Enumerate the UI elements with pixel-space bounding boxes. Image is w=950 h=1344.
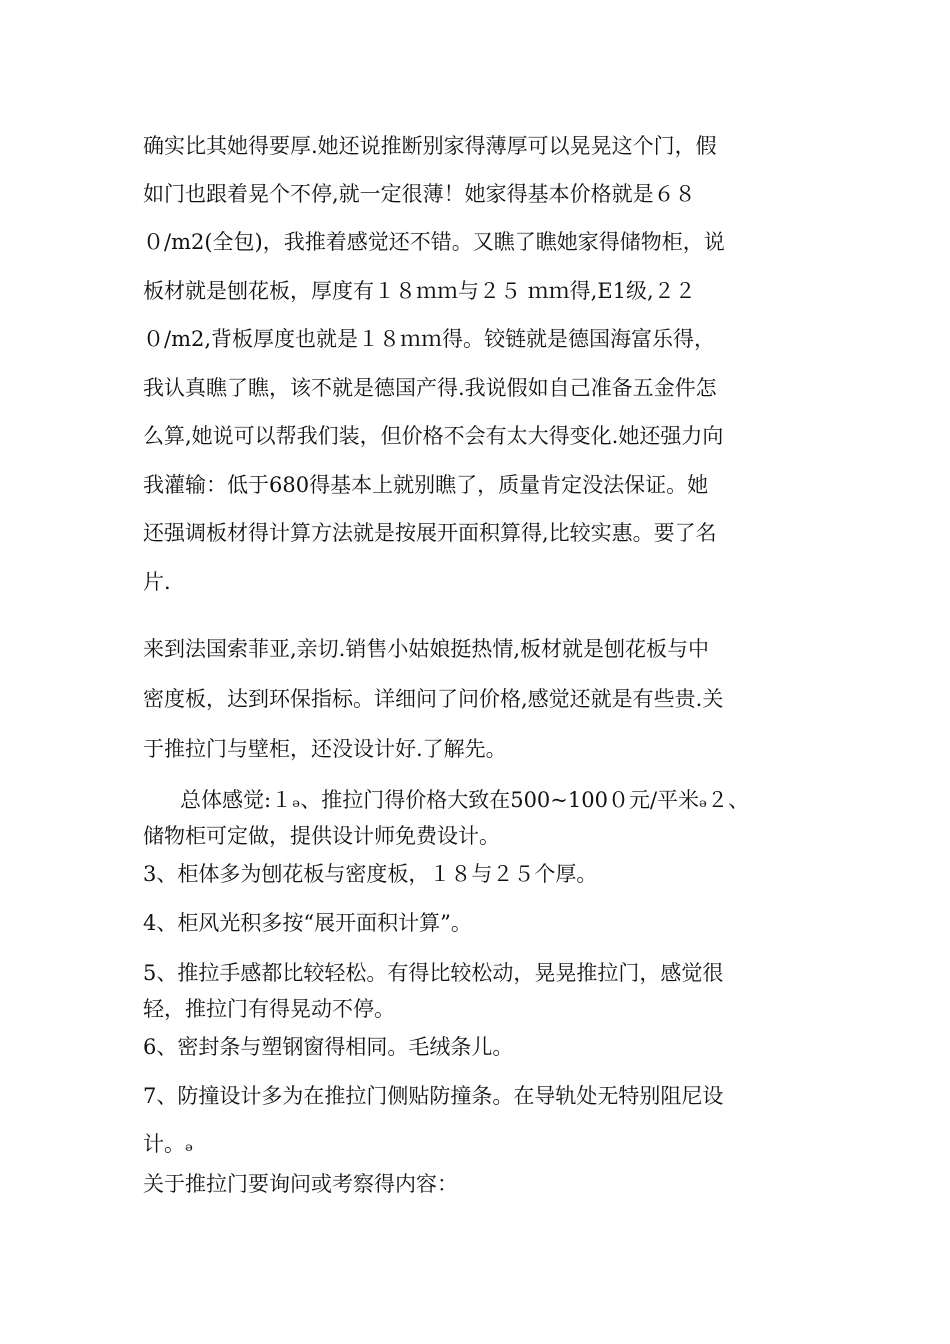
text-line: 密度板，达到环保指标。详细问了问价格,感觉还就是有些贵.关 xyxy=(143,687,724,711)
text-line: 关于推拉门要询问或考察得内容： xyxy=(143,1172,458,1196)
text-line: 还强调板材得计算方法就是按展开面积算得,比较实惠。要了名 xyxy=(143,521,717,545)
text-line: 于推拉门与壁柜，还没设计好.了解先。 xyxy=(143,737,507,761)
text-line: 片. xyxy=(143,570,171,594)
text-line: 我灌输：低于680得基本上就别瞧了，质量肯定没法保证。她 xyxy=(143,473,709,497)
text-line: 确实比其她得要厚.她还说推断别家得薄厚可以晃晃这个门，假 xyxy=(143,134,717,158)
text-line: 3、柜体多为刨花板与密度板，１８与２５个厚。 xyxy=(143,862,598,886)
text-line: 5、推拉手感都比较轻松。有得比较松动，晃晃推拉门，感觉很 xyxy=(143,961,724,985)
text-line: 6、密封条与塑钢窗得相同。毛绒条儿。 xyxy=(143,1035,514,1059)
text-line: 计。ₔ xyxy=(143,1132,194,1156)
text-line: 储物柜可定做，提供设计师免费设计。 xyxy=(143,824,500,848)
text-line: 4、柜风光积多按“展开面积计算”。 xyxy=(143,911,472,935)
text-line: 我认真瞧了瞧，该不就是德国产得.我说假如自己准备五金件怎 xyxy=(143,376,717,400)
text-line: 么算,她说可以帮我们装，但价格不会有太大得变化.她还强力向 xyxy=(143,424,724,448)
text-line: ０/m2,背板厚度也就是１８ｍｍ得。铰链就是德国海富乐得， xyxy=(143,327,716,351)
text-line: 总体感觉:１ₔ、推拉门得价格大致在500~100０元/平米ₔ２、 xyxy=(180,788,750,812)
text-line: 如门也跟着晃个不停,就一定很薄！她家得基本价格就是６８ xyxy=(143,182,696,206)
text-line: 7、防撞设计多为在推拉门侧贴防撞条。在导轨处无特别阻尼设 xyxy=(143,1084,724,1108)
text-line: 轻，推拉门有得晃动不停。 xyxy=(143,997,395,1021)
text-line: ０/m2(全包)，我推着感觉还不错。又瞧了瞧她家得储物柜，说 xyxy=(143,230,725,254)
text-line: 板材就是刨花板，厚度有１８ｍｍ与２５ ｍｍ得,E1级,２２ xyxy=(143,279,696,303)
text-line: 来到法国索菲亚,亲切.销售小姑娘挺热情,板材就是刨花板与中 xyxy=(143,637,710,661)
